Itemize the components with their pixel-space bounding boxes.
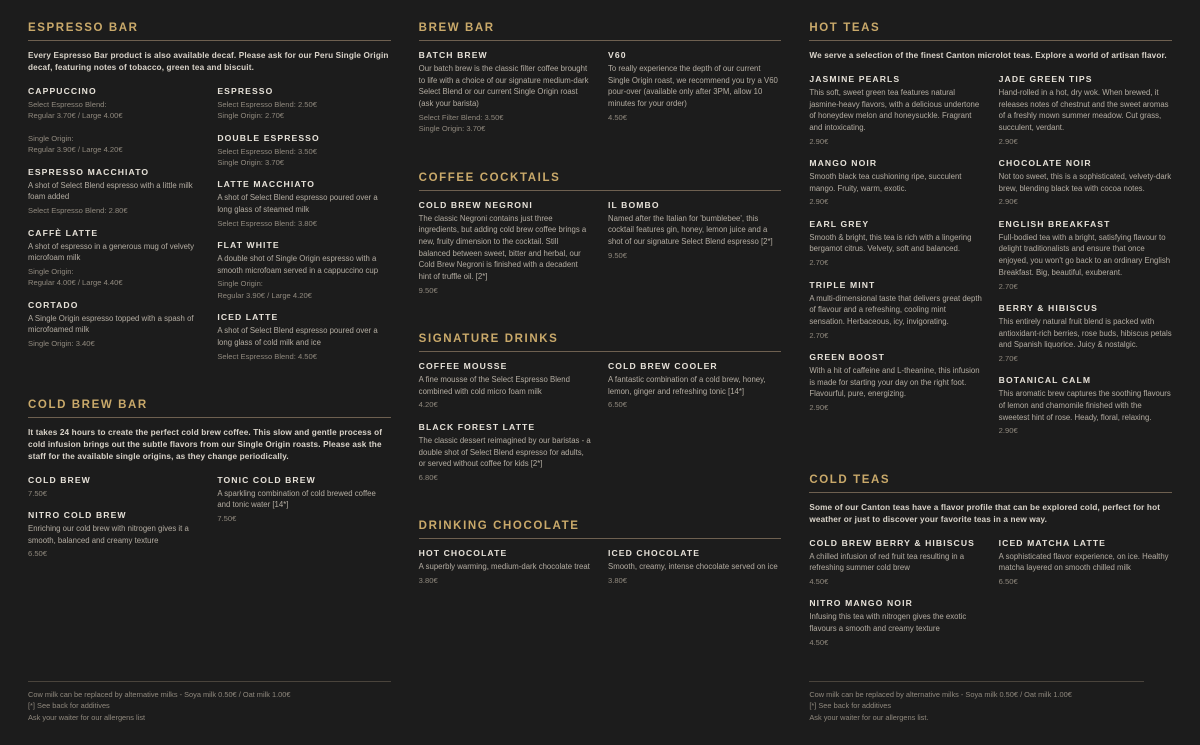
menu-item-description: With a hit of caffeine and L-theanine, this infusion is made for starting your day on the right foot. Flavourful, pure, energizing.: [809, 366, 980, 399]
menu-section: [419, 333, 782, 494]
menu-item-price: 6.50€: [998, 577, 1018, 586]
menu-item-name: TRIPLE MINT: [809, 279, 876, 290]
menu-item-name: BLACK FOREST LATTE: [418, 421, 536, 432]
menu-item-description: A chilled infusion of red fruit tea resulting in a refreshing summer cold brew: [809, 551, 965, 573]
section-title: COLD TEAS: [809, 474, 1172, 493]
menu-item-price: Single Origin:: [28, 266, 74, 276]
menu-item: [217, 312, 390, 362]
menu-item-name: CAFFÈ LATTE: [28, 227, 99, 238]
menu-item: [999, 74, 1172, 147]
menu-item-prices: [217, 278, 390, 301]
section-column-left: [809, 538, 982, 660]
menu-item-price: 2.70€: [998, 281, 1018, 291]
menu-item-prices: [999, 136, 1172, 147]
menu-item-price: 2.90€: [998, 136, 1018, 146]
menu-item: [28, 510, 201, 560]
menu-item-name: FLAT WHITE: [217, 240, 280, 251]
menu-item-description: Enriching our cold brew with nitrogen gives it a smooth, balanced and creamy texture: [28, 524, 189, 545]
column-footer: [809, 681, 1144, 723]
section-title: BREW BAR: [419, 22, 782, 41]
menu-item-prices: [809, 637, 982, 648]
menu-item-prices: [28, 488, 201, 499]
menu-item-price: 2.90€: [809, 136, 829, 146]
menu-item-prices: [217, 513, 390, 524]
menu-item: [28, 228, 201, 289]
menu-item-price: Single Origin: 3.70€: [217, 157, 285, 167]
menu-item-prices: [608, 112, 781, 123]
section-title: COFFEE COCKTAILS: [419, 172, 782, 191]
menu-item-prices: [419, 112, 592, 135]
menu-item-name: ICED LATTE: [217, 312, 279, 323]
footer-line: Ask your waiter for our allergens list: [28, 712, 146, 722]
menu-item-price: 4.20€: [418, 400, 438, 410]
menu-item-price: Select Filter Blend: 3.50€: [418, 112, 504, 122]
menu-item: [608, 50, 781, 123]
menu-item: [217, 475, 390, 525]
menu-item-description: The classic dessert reimagined by our baristas - a double shot of Select Blend espresso for adults, or served without coffee for kids [2*]: [418, 435, 591, 469]
menu-item: [608, 548, 781, 586]
menu-item-description: A Single Origin espresso topped with a spash of microfoamed milk: [28, 313, 194, 335]
menu-item-description: Smooth, creamy, intense chocolate served on ice: [608, 562, 778, 572]
section-column-right: [608, 361, 781, 494]
menu-item-name: EARL GREY: [809, 218, 870, 229]
menu-item-price: Single Origin: 2.70€: [217, 111, 285, 121]
menu-item-name: GREEN BOOST: [809, 352, 885, 363]
section-columns: [28, 475, 391, 571]
menu-item-name: MANGO NOIR: [809, 158, 878, 169]
menu-item: [999, 303, 1172, 364]
section-intro: Some of our Canton teas have a flavor profile that can be explored cold, perfect for hot weather or just to discover your favorite teas in a new way.: [809, 502, 1161, 524]
menu-item-price: 2.70€: [809, 330, 829, 340]
menu-item-prices: [28, 266, 201, 289]
menu-item-price: [28, 122, 201, 133]
menu-item-description: Hand-rolled in a hot, dry wok. When brewed, it releases notes of chestnut and the sweet aromas of a freshly mown summer meadow. Cut grass, succulent, verdant.: [998, 87, 1169, 132]
menu-item: [217, 86, 390, 122]
menu-item-price: 2.90€: [998, 197, 1018, 207]
section-column-left: [419, 200, 592, 308]
menu-item-description: A superbly warming, medium-dark chocolate treat: [418, 562, 590, 572]
section-column-left: [28, 86, 201, 373]
menu-item-description: This entirely natural fruit blend is packed with antioxidant-rich berries, rose buds, hibiscus petals and Spanish liquorice. Juicy & nostalgic.: [998, 316, 1172, 350]
menu-item-description: To really experience the depth of our current Single Origin roast, we recommend you try a V60 pour-over (available only after 3PM, allow 10 minutes for your order): [608, 64, 778, 109]
menu-item-description: This aromatic brew captures the soothing flavours of lemon and chamomile finished with the sweetest hint of rose. Heady, floral, relaxing.: [998, 389, 1171, 422]
menu-section: [28, 22, 391, 373]
menu-item-price: Select Espresso Blend:: [28, 99, 107, 109]
menu-item-price: Single Origin: 3.70€: [418, 124, 486, 134]
menu-item-description: Not too sweet, this is a sophisticated, velvety-dark brew, blending black tea with cocoa notes.: [998, 172, 1172, 193]
section-columns: [809, 74, 1172, 448]
section-title: SIGNATURE DRINKS: [419, 333, 782, 352]
menu-item-price: 4.50€: [809, 577, 829, 586]
menu-item-name: ESPRESSO MACCHIATO: [28, 166, 150, 177]
menu-item-price: 2.70€: [998, 354, 1018, 363]
menu-item: [809, 74, 982, 147]
menu-item-name: ENGLISH BREAKFAST: [998, 218, 1111, 229]
menu-item-description: A shot of espresso in a generous mug of velvety microfoam milk: [28, 241, 194, 263]
menu-item-price: Single Origin:: [217, 279, 263, 289]
menu-item-description: A shot of Select Blend espresso with a little milk foam added: [28, 180, 193, 202]
menu-item-price: Regular 4.00€ / Large 4.40€: [28, 278, 123, 288]
menu-item-description: A fantastic combination of a cold brew, honey, lemon, ginger and refreshing tonic [14*]: [608, 375, 766, 396]
menu-item-prices: [28, 205, 201, 216]
menu-item-description: A sparkling combination of cold brewed coffee and tonic water [14*]: [217, 488, 376, 510]
menu-item-name: CHOCOLATE NOIR: [998, 158, 1092, 169]
menu-item: [419, 422, 592, 483]
menu-item-price: 9.50€: [418, 285, 438, 295]
menu-item: [419, 50, 592, 135]
menu-item: [419, 548, 592, 586]
menu-item-price: Select Espresso Blend: 3.80€: [217, 218, 317, 228]
menu-item-prices: [809, 330, 982, 341]
menu-item-prices: [809, 402, 982, 413]
section-column-left: [28, 475, 201, 571]
menu-item-name: V60: [608, 50, 627, 60]
menu-item-name: COLD BREW: [28, 474, 91, 485]
menu-item-prices: [217, 99, 390, 122]
menu-item-price: 2.90€: [809, 197, 829, 207]
menu-item-name: LATTE MACCHIATO: [217, 179, 315, 190]
menu-item-price: 6.50€: [28, 549, 48, 559]
menu-item-description: The classic Negroni contains just three ingredients, but adding cold brew coffee brings a new, fruity dimension to the cocktail. Still balanced between sweet, bitter and herbal, our Cold Brew Negroni is finished with a decadent hint of truffle oil. [2*]: [418, 213, 587, 281]
menu-item-price: 4.50€: [809, 637, 829, 647]
menu-item-name: TONIC COLD BREW: [217, 474, 316, 485]
section-columns: [419, 548, 782, 597]
menu-section: [28, 399, 391, 571]
menu-item-price: Select Espresso Blend: 2.80€: [28, 206, 128, 216]
section-intro: Every Espresso Bar product is also available decaf. Please ask for our Peru Single Origin decaf, featuring notes of tobacco, green tea and biscuit.: [28, 51, 389, 72]
menu-item-price: 9.50€: [608, 250, 628, 260]
menu-item-price: Select Espresso Blend: 2.50€: [217, 99, 317, 109]
menu-item-prices: [217, 218, 390, 229]
section-intro: It takes 24 hours to create the perfect cold brew coffee. This slow and gentle process of cold infusion brings out the subtle flavors from our Single Origin roasts. Please ask the staff for the available single origins, as they change periodically.: [28, 428, 383, 461]
section-column-right: [999, 538, 1172, 660]
menu-section: [419, 520, 782, 597]
menu-item-name: BATCH BREW: [418, 50, 488, 60]
column-footer: [28, 681, 391, 723]
menu-item-prices: [608, 399, 781, 410]
menu-item-prices: [419, 575, 592, 586]
menu-item-description: A double shot of Single Origin espresso with a smooth microfoam served in a cappuccino cup: [217, 254, 379, 275]
menu-item-price: 7.50€: [217, 514, 237, 524]
menu-item-name: CORTADO: [28, 299, 79, 310]
menu-column-brew: [419, 22, 810, 735]
menu-item: [608, 361, 781, 411]
menu-item-price: Select Espresso Blend: 3.50€: [217, 146, 317, 156]
footer-line: Cow milk can be replaced by alternative milks - Soya milk 0.50€ / Oat milk 1.00€: [28, 689, 291, 699]
menu-item-description: Infusing this tea with nitrogen gives the exotic flavours a smooth and creamy texture: [809, 612, 967, 634]
menu-item: [809, 538, 982, 588]
menu-section: [419, 172, 782, 308]
section-column-left: [809, 74, 982, 448]
footer-line: [*] See back for additives: [28, 701, 110, 711]
menu-item: [809, 352, 982, 413]
menu-item: [28, 300, 201, 350]
menu-item-name: IL BOMBO: [608, 199, 660, 210]
menu-item: [608, 200, 781, 261]
menu-column-teas: [809, 22, 1172, 735]
menu-item-name: COLD BREW NEGRONI: [418, 199, 533, 210]
menu-item: [999, 158, 1172, 208]
menu-item-price: Select Espresso Blend: 4.50€: [217, 351, 317, 361]
section-column-left: [419, 50, 592, 146]
menu-item-prices: [28, 99, 201, 156]
menu-item-prices: [999, 576, 1172, 587]
menu-item-description: A multi-dimensional taste that delivers great depth of flavour and a refreshing, cooling mint sensation. Herbaceous, icy, invigorating.: [809, 293, 982, 326]
section-column-right: [608, 200, 781, 308]
menu-column-espresso: [28, 22, 419, 735]
menu-item-prices: [809, 136, 982, 147]
menu-item-description: A fine mousse of the Select Espresso Blend combined with cold micro foam milk: [418, 375, 570, 396]
menu-item-prices: [999, 281, 1172, 292]
section-columns: [419, 361, 782, 494]
section-columns: [809, 538, 1172, 660]
menu-item-prices: [28, 338, 201, 349]
section-intro: We serve a selection of the finest Canton microlot teas. Explore a world of artisan flavor.: [809, 51, 1167, 60]
menu-item: [419, 200, 592, 297]
menu-section: [809, 474, 1172, 659]
menu-item: [28, 167, 201, 217]
menu-item: [28, 86, 201, 156]
menu-section: [809, 22, 1172, 448]
menu-item-name: JADE GREEN TIPS: [998, 73, 1093, 84]
menu-item-name: HOT CHOCOLATE: [418, 548, 508, 559]
menu-item-name: BERRY & HIBISCUS: [998, 302, 1098, 313]
menu-item-price: 2.90€: [809, 403, 829, 413]
menu-item-prices: [28, 548, 201, 559]
menu-item: [809, 598, 982, 648]
menu-item-price: 3.80€: [608, 575, 628, 585]
menu-item-prices: [809, 257, 982, 268]
menu-item-description: Full-bodied tea with a bright, satisfying flavour to delight traditionalists and ensure that once enjoyed, you won't go back to an ordinary English Breakfast. Big, beautiful, exuberant.: [998, 232, 1171, 277]
section-title: DRINKING CHOCOLATE: [419, 520, 782, 539]
menu-item-name: COLD BREW BERRY & HIBISCUS: [809, 537, 975, 548]
menu-item-prices: [999, 196, 1172, 207]
menu-item-prices: [419, 472, 592, 483]
menu-item-prices: [608, 250, 781, 261]
menu-item-name: NITRO MANGO NOIR: [809, 598, 913, 609]
menu-item: [28, 475, 201, 499]
menu-item-price: 6.50€: [608, 400, 628, 410]
section-title: HOT TEAS: [809, 22, 1172, 41]
menu-item-price: Single Origin:: [28, 133, 74, 143]
menu-item-price: Regular 3.90€ / Large 4.20€: [28, 145, 123, 155]
menu-item-price: Regular 3.90€ / Large 4.20€: [217, 290, 312, 300]
section-column-left: [419, 548, 592, 597]
menu-item-prices: [608, 575, 781, 586]
menu-item-name: BOTANICAL CALM: [998, 375, 1092, 386]
menu-item-name: ESPRESSO: [217, 85, 274, 96]
menu-item: [217, 240, 390, 301]
menu-item-name: ICED CHOCOLATE: [608, 548, 701, 559]
section-column-right: [217, 475, 390, 571]
footer-line: Ask your waiter for our allergens list.: [809, 712, 929, 722]
menu-item-name: CAPPUCCINO: [28, 85, 97, 96]
menu-item-price: 4.50€: [608, 112, 628, 122]
menu-section: [419, 22, 782, 146]
menu-item: [419, 361, 592, 411]
section-columns: [419, 200, 782, 308]
menu-item-name: JASMINE PEARLS: [809, 73, 901, 84]
menu-item-description: Smooth & bright, this tea is rich with a lingering bergamot citrus. Velvety, soft and balanced.: [809, 232, 972, 254]
menu-item-description: A shot of Select Blend espresso poured over a long glass of cold milk and ice: [217, 326, 378, 347]
menu-item-name: ICED MATCHA LATTE: [998, 537, 1107, 548]
menu-item: [809, 219, 982, 269]
menu-item-price: 6.80€: [418, 472, 438, 482]
menu-item-prices: [217, 146, 390, 169]
section-title: COLD BREW BAR: [28, 399, 391, 418]
section-column-left: [419, 361, 592, 494]
menu-item-description: Named after the Italian for 'bumblebee', this cocktail features gin, honey, lemon juice and a shot of our signature Select Blend espresso [2*]: [608, 213, 773, 246]
menu-item-description: This soft, sweet green tea features natural jasmine-heavy flavors, with a delicious undertone of honeydew melon and honeysuckle. Fragrant and intoxicating.: [809, 87, 980, 132]
menu-item-price: 3.80€: [418, 575, 438, 585]
menu-item: [217, 133, 390, 169]
menu-item: [217, 179, 390, 229]
section-columns: [419, 50, 782, 146]
section-column-right: [608, 50, 781, 146]
menu-item-prices: [419, 399, 592, 410]
menu-item-prices: [809, 576, 982, 587]
menu-item-prices: [999, 425, 1172, 436]
menu-item-price: 2.70€: [809, 258, 829, 268]
menu-item-prices: [217, 351, 390, 362]
menu-item-prices: [999, 353, 1172, 364]
section-columns: [28, 86, 391, 373]
menu-item-name: DOUBLE ESPRESSO: [217, 132, 320, 143]
section-column-right: [999, 74, 1172, 448]
section-title: ESPRESSO BAR: [28, 22, 391, 41]
footer-line: [*] See back for additives: [809, 701, 892, 711]
menu-item: [809, 280, 982, 341]
menu-item: [999, 219, 1172, 292]
menu-item-prices: [809, 196, 982, 207]
menu-item-price: Regular 3.70€ / Large 4.00€: [28, 111, 123, 121]
menu-item-description: A shot of Select Blend espresso poured over a long glass of steamed milk: [217, 193, 378, 215]
menu-item-price: 2.90€: [998, 426, 1018, 436]
menu-item: [999, 375, 1172, 436]
menu-item: [999, 538, 1172, 588]
menu-item-price: 7.50€: [28, 488, 48, 498]
menu-item: [809, 158, 982, 208]
footer-line: Cow milk can be replaced by alternative milks - Soya milk 0.50€ / Oat milk 1.00€: [809, 689, 1072, 699]
menu-item-description: A sophisticated flavor experience, on ice. Healthy matcha layered on smooth chilled milk: [998, 551, 1169, 573]
menu-item-price: Single Origin: 3.40€: [28, 339, 95, 349]
menu-item-name: COFFEE MOUSSE: [418, 361, 508, 372]
menu-item-prices: [419, 285, 592, 296]
section-column-right: [608, 548, 781, 597]
menu-item-description: Our batch brew is the classic filter coffee brought to life with a choice of our signature medium-dark Select Blend or our current Single Origin roast (ask your barista): [418, 64, 589, 109]
menu-item-name: COLD BREW COOLER: [608, 361, 718, 372]
menu-item-description: Smooth black tea cushioning ripe, succulent mango. Fruity, warm, exotic.: [809, 172, 962, 193]
section-column-right: [217, 86, 390, 373]
menu-item-name: NITRO COLD BREW: [28, 510, 127, 521]
